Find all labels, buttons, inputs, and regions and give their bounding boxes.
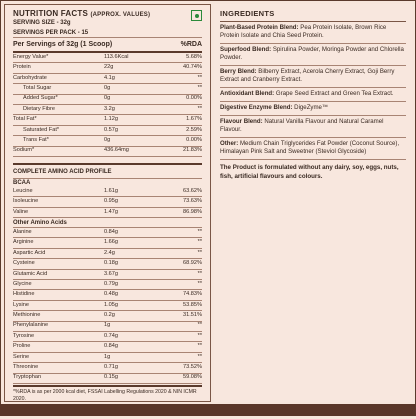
nutrient-row xyxy=(13,342,202,352)
nutrient-name: Energy Value* xyxy=(13,53,49,60)
nutrient-value: 0.2g xyxy=(104,312,115,319)
nutrient-value: 1.66g xyxy=(104,239,118,246)
nutrient-name: Phenylalanine xyxy=(13,322,49,329)
nutrient-value: 0.79g xyxy=(104,280,118,287)
nutrient-name: Lysine xyxy=(13,301,29,308)
nutrient-value: 0.84g xyxy=(104,228,118,235)
nutrient-name: Sodium* xyxy=(13,147,35,154)
nutrient-row xyxy=(13,332,202,342)
nutrient-name: Arginine xyxy=(13,239,34,246)
nutrient-name: Cysteine xyxy=(13,260,35,267)
nutrient-rda: ** xyxy=(197,332,202,339)
nutrient-row xyxy=(13,238,202,248)
nutrient-rda: 68.92% xyxy=(183,260,202,267)
nutrient-value: 0.84g xyxy=(104,343,118,350)
nutrient-row xyxy=(13,280,202,290)
nutrient-rda: 5.68% xyxy=(186,53,202,60)
nutrient-name: Total Sugar xyxy=(23,85,52,92)
nutrient-name: Leucine xyxy=(13,187,33,194)
nutrient-row xyxy=(13,249,202,259)
nutrient-rda: 0.00% xyxy=(186,95,202,102)
nutrient-rda: ** xyxy=(197,85,202,92)
nutrient-row xyxy=(13,322,202,332)
ingredient-text: Bilberry Extract, Acerola Cherry Extract, Goji Berry Extract and Cranberry Extract. xyxy=(220,68,395,84)
ingredient-label: Antioxidant Blend: xyxy=(220,90,275,98)
ingredient-list xyxy=(220,22,406,160)
nutrient-rda: 2.59% xyxy=(186,126,202,133)
ingredient-label: Superfood Blend: xyxy=(220,46,272,54)
servings-per-pack: SERVINGS PER PACK - 15 xyxy=(13,28,202,38)
serving-size: SERVING SIZE - 32g xyxy=(13,20,71,26)
nutrient-row xyxy=(13,63,202,73)
nutrient-rda: ** xyxy=(197,270,202,277)
nutrient-value: 0.15g xyxy=(104,374,118,381)
nutrient-name: Carbohydrate xyxy=(13,74,47,81)
other-amino-label: Other Amino Acids xyxy=(13,218,202,228)
nutrient-name: Added Sugar* xyxy=(23,95,58,102)
nutrient-rda: 53.85% xyxy=(183,301,202,308)
nutrient-value: 0.95g xyxy=(104,198,118,205)
ingredient-text: DigeZyme™ xyxy=(292,104,329,112)
nutrient-row xyxy=(13,74,202,84)
nutrient-value: 4.1g xyxy=(104,74,115,81)
nutrient-rda: ** xyxy=(197,343,202,350)
nutrient-rda: ** xyxy=(197,105,202,112)
nutrient-value: 0g xyxy=(104,95,111,102)
nutrient-rda: ** xyxy=(197,249,202,256)
ingredient-block xyxy=(220,22,406,44)
nutrient-name: Protein xyxy=(13,64,31,71)
nutrient-rda: 1.67% xyxy=(186,116,202,123)
nutrient-name: Isoleucine xyxy=(13,198,39,205)
nutrient-value: 0g xyxy=(104,137,111,144)
nutrient-name: Methionine xyxy=(13,312,41,319)
nutrient-name: Total Fat* xyxy=(13,116,37,123)
nutrient-rda: ** xyxy=(197,353,202,360)
nutrient-row xyxy=(13,353,202,363)
nutrient-value: 1g xyxy=(104,353,111,360)
nutrient-name: Serine xyxy=(13,353,30,360)
bcaa-table xyxy=(13,187,202,218)
nutrient-value: 1.12g xyxy=(104,116,118,123)
nutrient-value: 436.64mg xyxy=(104,147,129,154)
nutrient-rda: 0.00% xyxy=(186,137,202,144)
ingredient-label: Flavour Blend: xyxy=(220,118,263,126)
ingredient-block xyxy=(220,102,406,116)
nutrient-row xyxy=(13,290,202,300)
nutrient-value: 3.67g xyxy=(104,270,118,277)
bcaa-label: BCAA xyxy=(13,179,31,186)
nutrient-row xyxy=(13,197,202,207)
nutrient-value: 113.6Kcal xyxy=(104,53,129,60)
nutrient-value: 1.05g xyxy=(104,301,118,308)
nutrient-rda: ** xyxy=(197,239,202,246)
amino-title: COMPLETE AMINO ACID PROFILE xyxy=(13,167,202,179)
nutrient-row xyxy=(13,95,202,105)
nutrient-name: Trans Fat* xyxy=(23,137,49,144)
nutrient-value: 1g xyxy=(104,322,111,329)
nutrient-value: 2.4g xyxy=(104,249,115,256)
nutrient-row xyxy=(13,187,202,197)
nutrient-rda: ** xyxy=(197,74,202,81)
nutrient-name: Glycine xyxy=(13,280,32,287)
ingredient-text: Pea Protein Isolate, Brown Rice Protein Isolate and Chia Seed Protein. xyxy=(220,24,387,40)
nutrient-row xyxy=(13,259,202,269)
nutrient-value: 3.2g xyxy=(104,105,115,112)
ingredient-block xyxy=(220,66,406,88)
nutrient-table xyxy=(13,53,202,157)
allergen-note: The Product is formulated without any dairy, soy, eggs, nuts, fish, artificial flavours and colours. xyxy=(220,164,399,180)
nutrient-rda: ** xyxy=(197,228,202,235)
nutrient-row xyxy=(13,126,202,136)
bottom-bar xyxy=(0,404,416,416)
nutrient-row xyxy=(13,115,202,125)
per-serving-header: Per Servings of 32g (1 Scoop) %RDA xyxy=(13,38,202,53)
nutrient-rda: 74.83% xyxy=(183,291,202,298)
nutrition-facts-panel xyxy=(4,4,211,402)
nutrient-name: Valine xyxy=(13,208,29,215)
nutrient-row xyxy=(13,84,202,94)
nutrient-rda: 31.51% xyxy=(183,312,202,319)
ingredient-text: Natural Vanilla Flavour and Natural Caramel Flavour. xyxy=(220,118,384,134)
nutrient-value: 0g xyxy=(104,85,111,92)
nutrient-rda: 40.74% xyxy=(183,64,202,71)
ingredient-text: Spirulina Powder, Moringa Powder and Chlorella Powder. xyxy=(220,46,404,62)
ingredient-block xyxy=(220,138,406,160)
ingredients-panel xyxy=(214,4,412,402)
nutrient-rda: 21.83% xyxy=(183,147,202,154)
ingredient-label: Digestive Enzyme Blend: xyxy=(220,104,293,112)
ingredient-block xyxy=(220,44,406,66)
ingredient-block xyxy=(220,116,406,138)
ingredient-label: Berry Blend: xyxy=(220,68,257,76)
nutrient-value: 0.18g xyxy=(104,260,118,267)
nutrient-row xyxy=(13,53,202,63)
nutrient-rda: 73.52% xyxy=(183,364,202,371)
nutrient-row xyxy=(13,136,202,146)
nutrition-title xyxy=(13,9,202,18)
nutrient-row xyxy=(13,374,202,384)
nutrient-value: 0.71g xyxy=(104,364,118,371)
ingredient-text: Medium Chain Triglycerides Fat Powder (Coconut Source), Himalayan Pink Salt and Sweetner (Steviol Glycoside) xyxy=(220,140,400,156)
nutrient-row xyxy=(13,208,202,218)
ingredients-title: INGREDIENTS xyxy=(220,9,406,22)
nutrient-rda: 73.63% xyxy=(183,198,202,205)
nutrient-name: Proline xyxy=(13,343,31,350)
nutrient-name: Alanine xyxy=(13,228,32,235)
nutrient-value: 0.74g xyxy=(104,332,118,339)
nutrition-title-note: (APPROX. VALUES) xyxy=(90,12,151,18)
nutrient-name: Aspartic Acid xyxy=(13,249,46,256)
nutrition-title-text: NUTRITION FACTS xyxy=(13,9,88,18)
nutrient-value: 0.48g xyxy=(104,291,118,298)
footnote-rda: *%RDA is as per 2000 kcal diet, FSSAI Labelling Regulations 2020 & NIN ICMR 2020. xyxy=(13,387,202,408)
nutrient-row xyxy=(13,301,202,311)
nutrient-rda: 86.98% xyxy=(183,208,202,215)
nutrient-name: Dietary Fibre xyxy=(23,105,56,112)
nutrient-row xyxy=(13,147,202,157)
nutrient-rda: 59.08% xyxy=(183,374,202,381)
ingredient-block xyxy=(220,88,406,102)
nutrient-row xyxy=(13,105,202,115)
nutrient-name: Tyrosine xyxy=(13,332,35,339)
ingredient-label: Plant-Based Protein Blend: xyxy=(220,24,299,31)
nutrient-name: Threonine xyxy=(13,364,39,371)
nutrient-rda: ** xyxy=(197,280,202,287)
nutrient-name: Glutamic Acid xyxy=(13,270,48,277)
nutrient-row xyxy=(13,270,202,280)
ingredient-label: Other: xyxy=(220,140,239,148)
nutrient-rda: 63.62% xyxy=(183,187,202,194)
nutrient-name: Tryptophan xyxy=(13,374,42,381)
other-amino-table xyxy=(13,228,202,384)
nutrient-value: 0.57g xyxy=(104,126,118,133)
nutrient-value: 22g xyxy=(104,64,114,71)
nutrient-name: Histidine xyxy=(13,291,35,298)
nutrient-row xyxy=(13,363,202,373)
veg-mark-icon xyxy=(191,10,202,21)
nutrient-value: 1.61g xyxy=(104,187,118,194)
nutrient-row xyxy=(13,311,202,321)
nutrient-value: 1.47g xyxy=(104,208,118,215)
nutrient-name: Saturated Fat* xyxy=(23,126,60,133)
nutrient-rda: ** xyxy=(197,322,202,329)
ingredient-text: Grape Seed Extract and Green Tea Extract. xyxy=(274,90,394,98)
nutrient-row xyxy=(13,228,202,238)
